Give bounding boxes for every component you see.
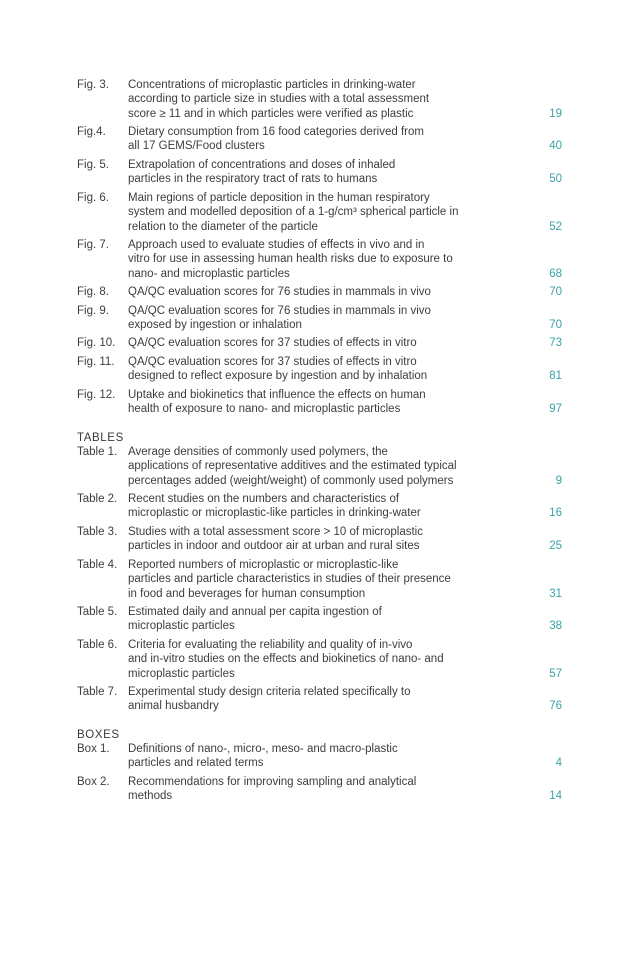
table-entry-label: Table 2.: [77, 493, 118, 505]
table-entry-label: Table 7.: [77, 686, 118, 698]
figure-entry-title: [128, 158, 488, 187]
table-entry-label: Table 1.: [77, 446, 118, 458]
figure-entry-page-number[interactable]: 70: [549, 286, 562, 298]
figure-entry-title-line: designed to reflect exposure by ingestion and by inhalation: [128, 370, 428, 383]
figure-entry-label: Fig. 12.: [77, 389, 116, 401]
table-entry-label: Table 5.: [77, 606, 118, 618]
table-entry-title-line: Experimental study design criteria related specifically to: [128, 686, 411, 698]
tables-heading: TABLES: [77, 432, 124, 444]
table-entry-title-line: Studies with a total assessment score > 10 of microplastic: [128, 526, 423, 538]
table-entry-title-line: microplastic particles: [128, 667, 235, 680]
figure-entry-label: Fig. 6.: [77, 192, 109, 204]
figure-entry-title-line: nano- and microplastic particles: [128, 267, 290, 280]
figure-entry-page-number[interactable]: 19: [549, 107, 562, 120]
figure-entry-title: [128, 336, 488, 350]
table-entry-title-line: particles in indoor and outdoor air at urban and rural sites: [128, 540, 420, 553]
figure-entry-page-number[interactable]: 81: [549, 370, 562, 383]
table-entry-title-line: and in-vitro studies on the effects and biokinetics of nano- and: [128, 653, 444, 666]
figure-entry-page-number[interactable]: 97: [549, 403, 562, 416]
figure-entry-label: Fig. 5.: [77, 159, 109, 171]
figure-entry-title-line: Approach used to evaluate studies of effects in vivo and in: [128, 239, 425, 251]
table-entry-label: Table 4.: [77, 559, 118, 571]
figure-entry-title: [128, 304, 488, 333]
table-entry-page-number[interactable]: 38: [549, 620, 562, 633]
figure-entry-title-line: Extrapolation of concentrations and doses of inhaled: [128, 159, 396, 171]
table-entry-title-line: in food and beverages for human consumption: [128, 587, 366, 600]
table-entry-label: Table 3.: [77, 526, 118, 538]
figure-entry-title-line: QA/QC evaluation scores for 37 studies of effects in vitro: [128, 356, 417, 368]
figure-entry-page-number[interactable]: 40: [549, 140, 562, 153]
table-entry-title: [128, 445, 488, 488]
figure-entry-title-line: Concentrations of microplastic particles in drinking-water: [128, 79, 416, 91]
table-entry-label: Table 6.: [77, 639, 118, 651]
figure-entry-title: [128, 125, 488, 154]
figure-entry-page-number[interactable]: 70: [549, 319, 562, 332]
table-entry-title: [128, 605, 488, 634]
table-entry-title-line: microplastic or microplastic-like particles in drinking-water: [128, 507, 421, 520]
box-entry-title-line: methods: [128, 790, 173, 803]
figure-entry-title-line: Dietary consumption from 16 food categories derived from: [128, 126, 424, 138]
figure-entry-title-line: according to particle size in studies with a total assessment: [128, 93, 430, 106]
figure-entry-title-line: score ≥ 11 and in which particles were verified as plastic: [128, 107, 414, 120]
figure-entry-title-line: Uptake and biokinetics that influence the effects on human: [128, 389, 426, 401]
table-entry-page-number[interactable]: 9: [555, 474, 562, 487]
box-entry-title: [128, 742, 488, 771]
table-entry-title: [128, 638, 488, 681]
box-entry-title: [128, 775, 488, 804]
figure-entry-title-line: QA/QC evaluation scores for 76 studies in mammals in vivo: [128, 305, 431, 317]
table-entry-page-number[interactable]: 25: [549, 540, 562, 553]
table-entry-page-number[interactable]: 16: [549, 507, 562, 520]
table-entry-title: [128, 685, 488, 714]
table-entry-title: [128, 558, 488, 601]
table-entry-title-line: Recent studies on the numbers and characteristics of: [128, 493, 400, 505]
table-entry-title-line: microplastic particles: [128, 620, 235, 633]
table-entry-page-number[interactable]: 57: [549, 667, 562, 680]
figure-entry-title: [128, 191, 488, 234]
figure-entry-label: Fig. 3.: [77, 79, 109, 91]
figure-entry-page-number[interactable]: 68: [549, 267, 562, 280]
figure-entry-title-line: particles in the respiratory tract of rats to humans: [128, 173, 378, 186]
table-entry-title: [128, 492, 488, 521]
figure-entry-title-line: exposed by ingestion or inhalation: [128, 319, 302, 332]
figure-entry-label: Fig. 9.: [77, 305, 109, 317]
table-entry-title-line: Estimated daily and annual per capita ingestion of: [128, 606, 382, 618]
box-entry-page-number[interactable]: 4: [555, 757, 562, 770]
figure-entry-title-line: all 17 GEMS/Food clusters: [128, 140, 265, 153]
box-entry-title-line: Recommendations for improving sampling and analytical: [128, 776, 417, 788]
figure-entry-title-line: health of exposure to nano- and microplastic particles: [128, 403, 401, 416]
table-entry-title-line: percentages added (weight/weight) of commonly used polymers: [128, 474, 454, 487]
box-entry-label: Box 1.: [77, 743, 110, 755]
table-entry-title-line: Criteria for evaluating the reliability and quality of in-vivo: [128, 639, 413, 651]
table-entry-title: [128, 525, 488, 554]
figure-entry-title-line: relation to the diameter of the particle: [128, 220, 318, 233]
box-entry-title-line: Definitions of nano-, micro-, meso- and macro-plastic: [128, 743, 398, 755]
box-entry-title-line: particles and related terms: [128, 757, 264, 770]
figure-entry-title-line: QA/QC evaluation scores for 76 studies in mammals in vivo: [128, 286, 431, 298]
figure-entry-label: Fig.4.: [77, 126, 106, 138]
figure-entry-page-number[interactable]: 50: [549, 173, 562, 186]
table-entry-page-number[interactable]: 31: [549, 587, 562, 600]
figure-entry-label: Fig. 8.: [77, 286, 109, 298]
figure-entry-title: [128, 78, 488, 121]
figure-entry-title: [128, 238, 488, 281]
figure-entry-label: Fig. 10.: [77, 337, 116, 349]
figure-entry-title-line: Main regions of particle deposition in the human respiratory: [128, 192, 430, 204]
table-entry-title-line: animal husbandry: [128, 700, 219, 713]
figure-entry-title-line: vitro for use in assessing human health risks due to exposure to: [128, 253, 453, 266]
table-entry-title-line: applications of representative additives and the estimated typical: [128, 460, 457, 473]
figure-entry-page-number[interactable]: 73: [549, 337, 562, 349]
figure-entry-title: [128, 388, 488, 417]
figure-entry-page-number[interactable]: 52: [549, 220, 562, 233]
table-entry-title-line: Average densities of commonly used polymers, the: [128, 446, 388, 458]
figure-entry-title: [128, 355, 488, 384]
table-entry-title-line: particles and particle characteristics in studies of their presence: [128, 573, 451, 586]
table-entry-page-number[interactable]: 76: [549, 700, 562, 713]
box-entry-page-number[interactable]: 14: [549, 790, 562, 803]
figure-entry-title-line: system and modelled deposition of a 1-g/cm³ spherical particle in: [128, 206, 459, 219]
table-entry-title-line: Reported numbers of microplastic or microplastic-like: [128, 559, 399, 571]
figure-entry-label: Fig. 11.: [77, 356, 115, 368]
figure-entry-title: [128, 285, 488, 299]
boxes-heading: BOXES: [77, 729, 120, 741]
box-entry-label: Box 2.: [77, 776, 110, 788]
figure-entry-label: Fig. 7.: [77, 239, 109, 251]
figure-entry-title-line: QA/QC evaluation scores for 37 studies of effects in vitro: [128, 337, 417, 349]
